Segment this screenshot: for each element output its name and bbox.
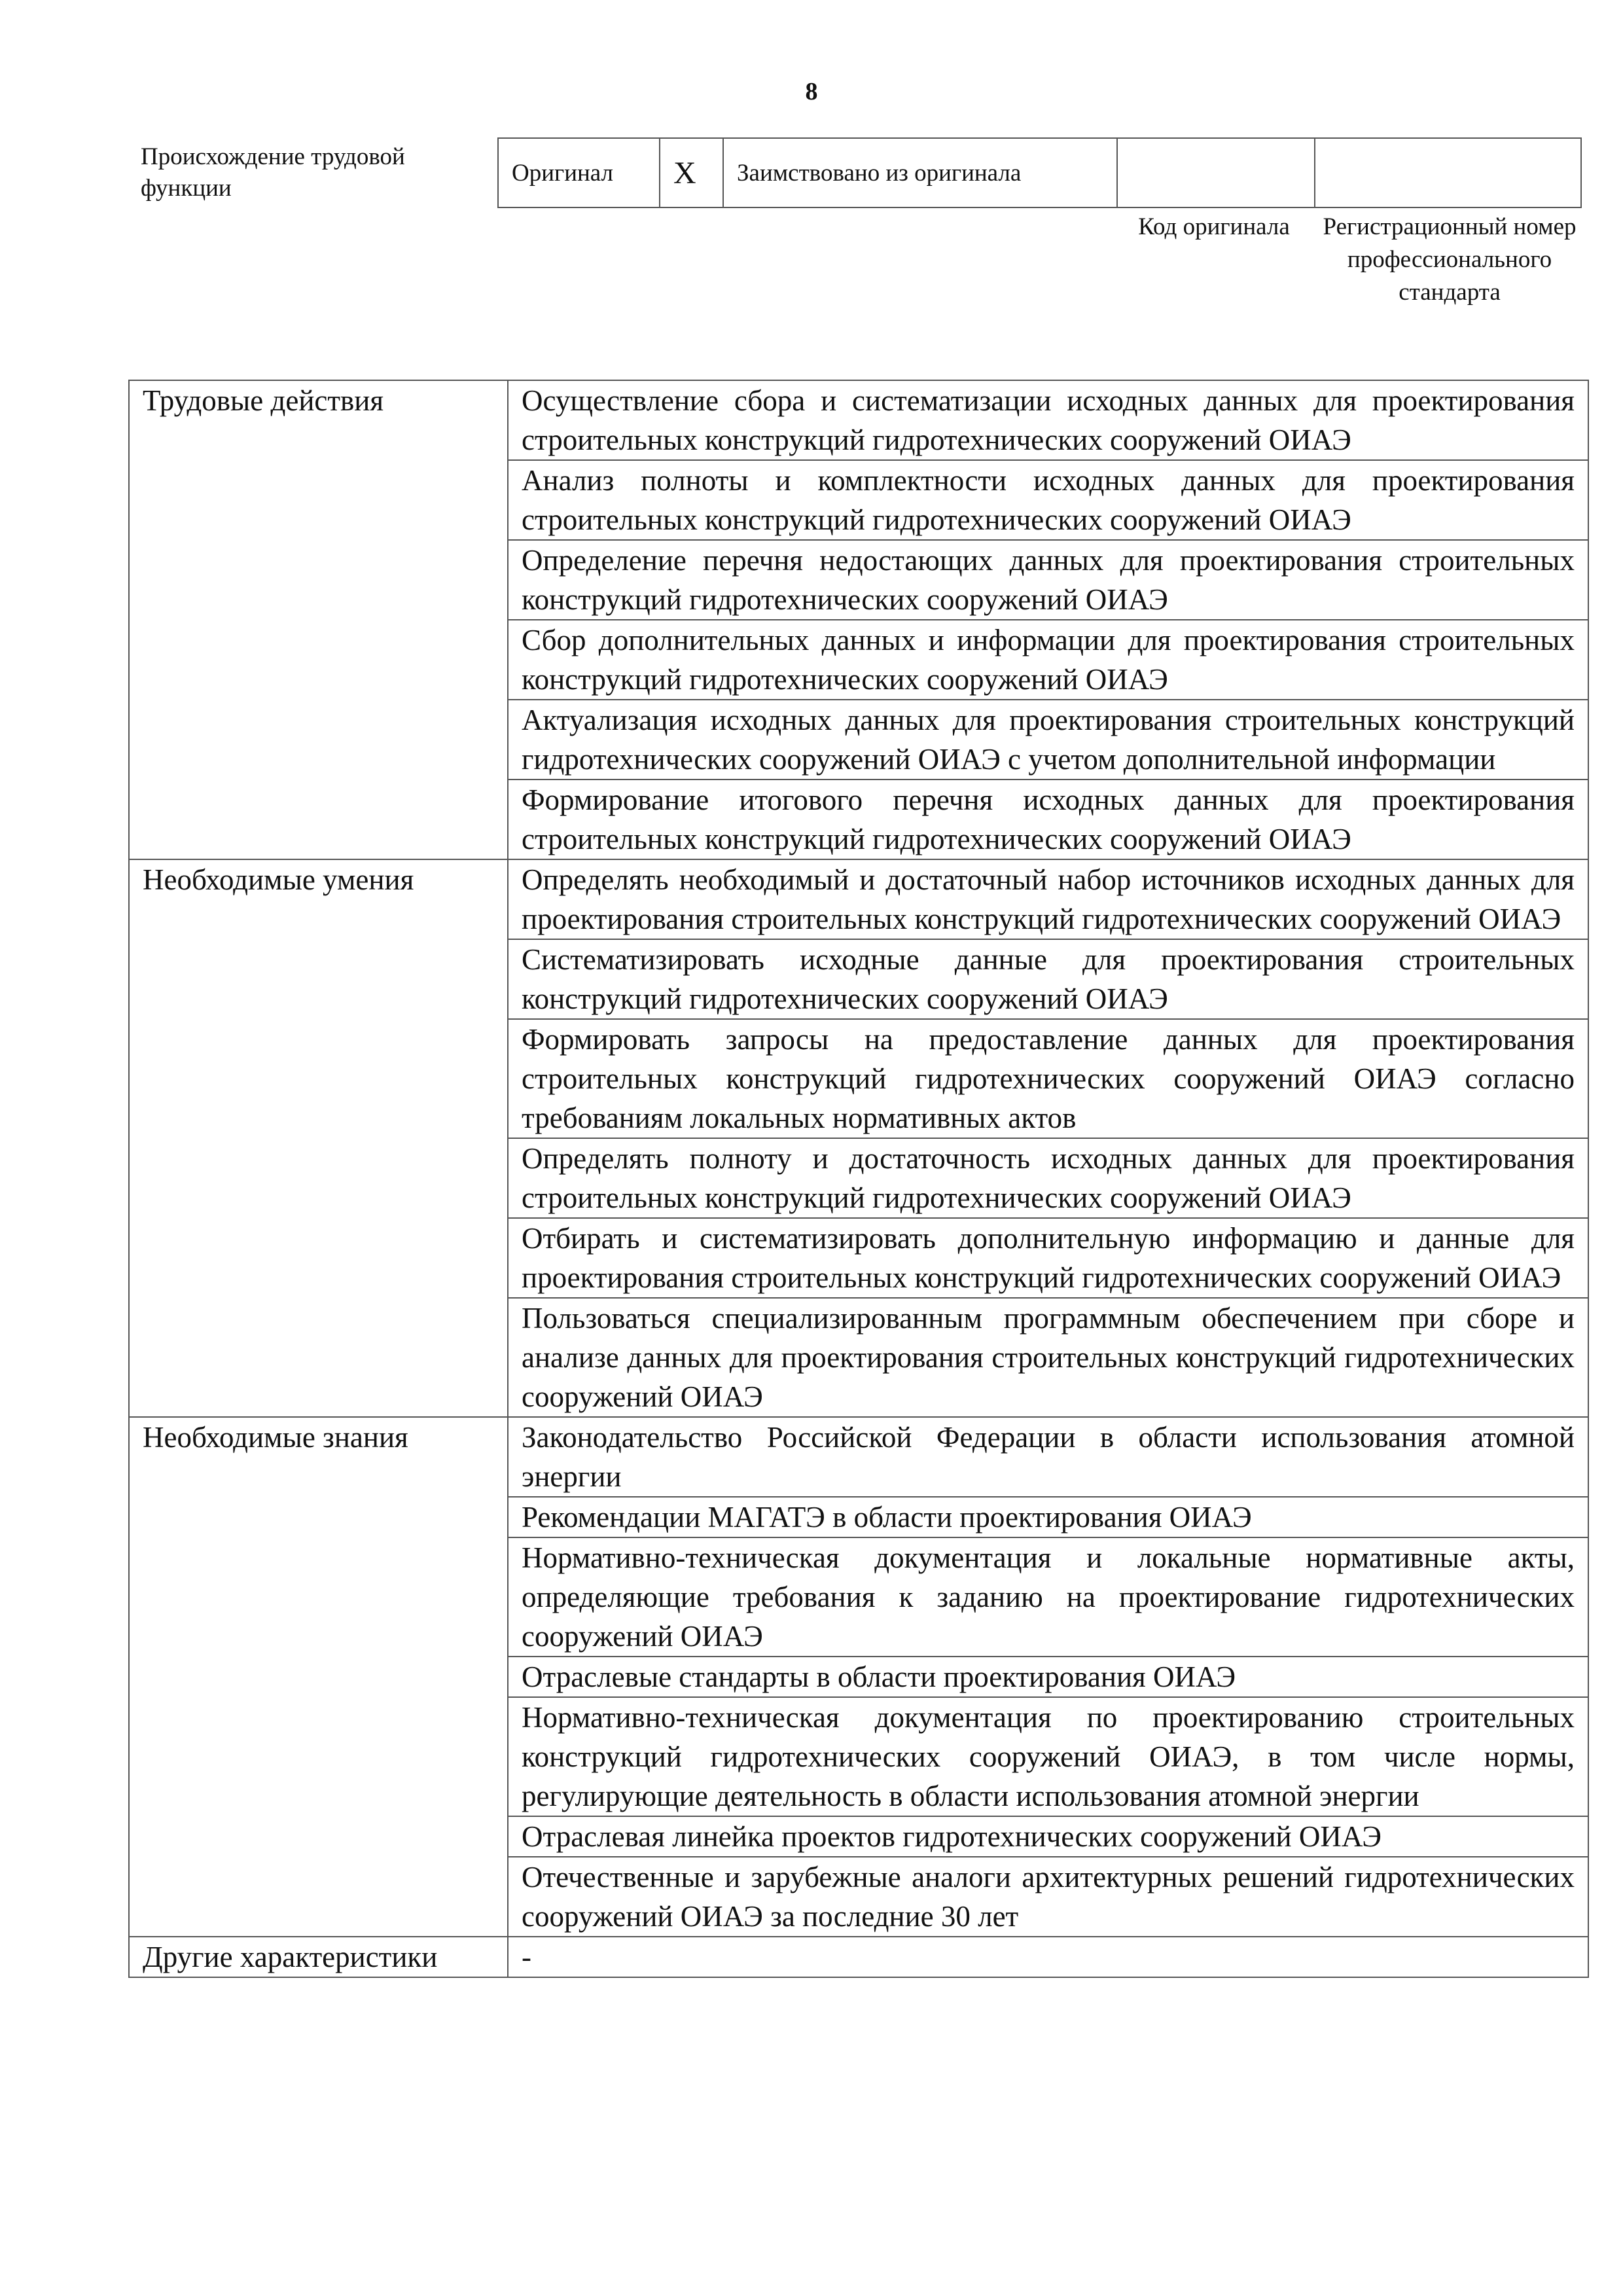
section-item: Систематизировать исходные данные для проектирования строительных конструкций гидротехнических сооружений ОИАЭ (508, 939, 1588, 1019)
origin-label: Происхождение трудовой функции (141, 143, 405, 202)
registration-number-cell (1315, 138, 1581, 207)
section-item: Рекомендации МАГАТЭ в области проектирования ОИАЭ (508, 1497, 1588, 1537)
table-row (129, 1417, 1588, 1497)
table-row (129, 1937, 1588, 1977)
code-caption: Код оригинала (1138, 213, 1290, 240)
section-item: Определять необходимый и достаточный набор источников исходных данных для проектирования строительных конструкций гидротехнических сооружений ОИАЭ (508, 859, 1588, 939)
original-code-cell (1117, 138, 1315, 207)
origin-table (497, 137, 1582, 208)
section-item: Актуализация исходных данных для проектирования строительных конструкций гидротехнических сооружений ОИАЭ с учетом дополнительной информации (508, 700, 1588, 780)
labor-function-table (128, 380, 1589, 1978)
section-item: Сбор дополнительных данных и информации для проектирования строительных конструкций гидротехнических сооружений ОИАЭ (508, 620, 1588, 700)
section-item: Пользоваться специализированным программным обеспечением при сборе и анализе данных для проектирования строительных конструкций гидротехнических сооружений ОИАЭ (508, 1298, 1588, 1417)
section-item: Осуществление сбора и систематизации исходных данных для проектирования строительных конструкций гидротехнических сооружений ОИАЭ (508, 380, 1588, 460)
section-item: Формирование итогового перечня исходных данных для проектирования строительных конструкций гидротехнических сооружений ОИАЭ (508, 780, 1588, 859)
borrowed-label: Заимствовано из оригинала (723, 138, 1117, 207)
labor-function-table-body (129, 380, 1588, 1977)
table-row (129, 380, 1588, 460)
original-label: Оригинал (498, 138, 660, 207)
section-title-required-knowledge: Необходимые знания (129, 1417, 508, 1937)
page-number: 8 (805, 78, 818, 105)
section-title-other-characteristics: Другие характеристики (129, 1937, 508, 1977)
section-item: Отбирать и систематизировать дополнительную информацию и данные для проектирования строительных конструкций гидротехнических сооружений ОИАЭ (508, 1218, 1588, 1298)
section-item: - (508, 1937, 1588, 1977)
section-item: Определять полноту и достаточность исходных данных для проектирования строительных конструкций гидротехнических сооружений ОИАЭ (508, 1138, 1588, 1218)
registration-caption: Регистрационный номер профессионального стандарта (1323, 213, 1577, 306)
section-item: Определение перечня недостающих данных для проектирования строительных конструкций гидротехнических сооружений ОИАЭ (508, 540, 1588, 620)
section-title-labor-actions: Трудовые действия (129, 380, 508, 859)
section-item: Отечественные и зарубежные аналоги архитектурных решений гидротехнических сооружений ОИАЭ за последние 30 лет (508, 1857, 1588, 1937)
section-item: Законодательство Российской Федерации в области использования атомной энергии (508, 1417, 1588, 1497)
table-row (129, 859, 1588, 939)
original-mark: X (660, 138, 723, 207)
section-item: Отраслевые стандарты в области проектирования ОИАЭ (508, 1657, 1588, 1697)
section-item: Отраслевая линейка проектов гидротехнических сооружений ОИАЭ (508, 1816, 1588, 1857)
section-item: Нормативно-техническая документация по проектированию строительных конструкций гидротехнических сооружений ОИАЭ, в том числе нормы, регулирующие деятельность в области использования атомной энергии (508, 1697, 1588, 1816)
section-item: Формировать запросы на предоставление данных для проектирования строительных конструкций гидротехнических сооружений ОИАЭ согласно требованиям локальных нормативных актов (508, 1019, 1588, 1138)
section-item: Анализ полноты и комплектности исходных данных для проектирования строительных конструкций гидротехнических сооружений ОИАЭ (508, 460, 1588, 540)
section-title-required-skills: Необходимые умения (129, 859, 508, 1417)
section-item: Нормативно-техническая документация и локальные нормативные акты, определяющие требования к заданию на проектирование гидротехнических сооружений ОИАЭ (508, 1537, 1588, 1657)
